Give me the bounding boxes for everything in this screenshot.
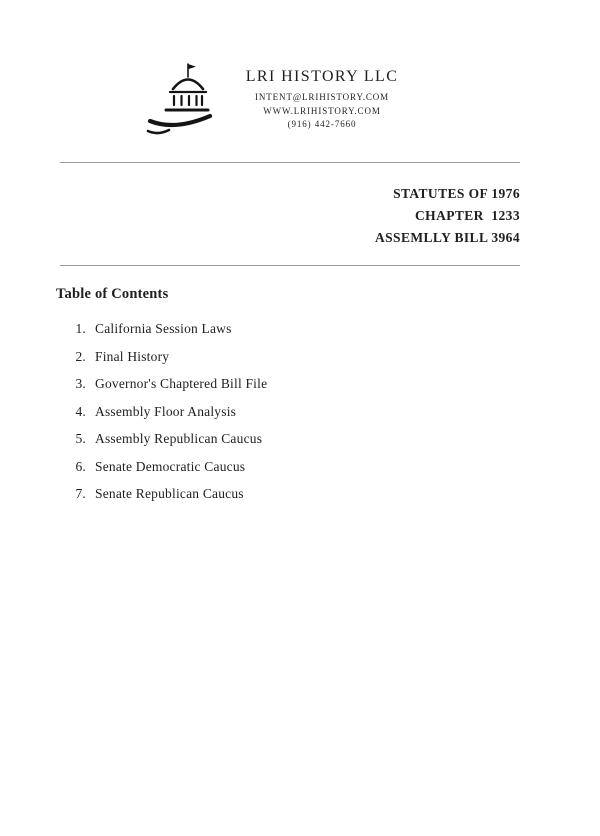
- toc-title: Table of Contents: [56, 286, 169, 302]
- toc-item: [66, 376, 600, 392]
- toc-item-number: 3.: [75, 376, 86, 391]
- toc-item: [66, 404, 600, 420]
- bill-reference-block: [0, 183, 520, 249]
- toc-item-number: 4.: [75, 403, 86, 419]
- toc-item-label: California Session Laws: [95, 321, 232, 336]
- document-page: [0, 60, 600, 836]
- toc-item: [66, 459, 600, 475]
- toc-item-number: 6.: [75, 458, 86, 474]
- capitol-dome-icon: [143, 60, 217, 140]
- toc-item-number: 2.: [75, 348, 86, 364]
- toc-item-number: 1.: [75, 321, 86, 336]
- company-name: LRI HISTORY LLC: [245, 68, 399, 86]
- toc-item-label: Assembly Republican Caucus: [95, 431, 263, 446]
- toc-item-label: Final History: [95, 348, 170, 364]
- toc-item: [66, 321, 600, 337]
- toc-item-number: 7.: [75, 486, 86, 501]
- divider-top: [60, 162, 520, 163]
- divider-bottom: [60, 265, 520, 266]
- toc-item-label: Senate Democratic Caucus: [95, 458, 246, 474]
- company-email: INTENT@LRIHISTORY.COM: [254, 92, 390, 103]
- letterhead: [143, 60, 600, 140]
- toc-item-label: Senate Republican Caucus: [95, 486, 244, 501]
- statutes-line: STATUTES OF 1976: [393, 186, 520, 201]
- toc-item-label: Governor's Chaptered Bill File: [95, 376, 268, 391]
- toc-item: [66, 486, 600, 502]
- bill-line: ASSEMLLY BILL 3964: [374, 230, 520, 245]
- company-phone: (916) 442-7660: [287, 119, 357, 130]
- company-website: WWW.LRIHISTORY.COM: [263, 105, 381, 116]
- toc-item: [66, 349, 600, 365]
- letterhead-text: [237, 68, 407, 132]
- chapter-line: CHAPTER 1233: [415, 208, 520, 223]
- toc-item-label: Assembly Floor Analysis: [95, 403, 237, 419]
- toc-item-number: 5.: [75, 431, 86, 446]
- toc-item: [66, 431, 600, 447]
- toc-list: [66, 321, 600, 502]
